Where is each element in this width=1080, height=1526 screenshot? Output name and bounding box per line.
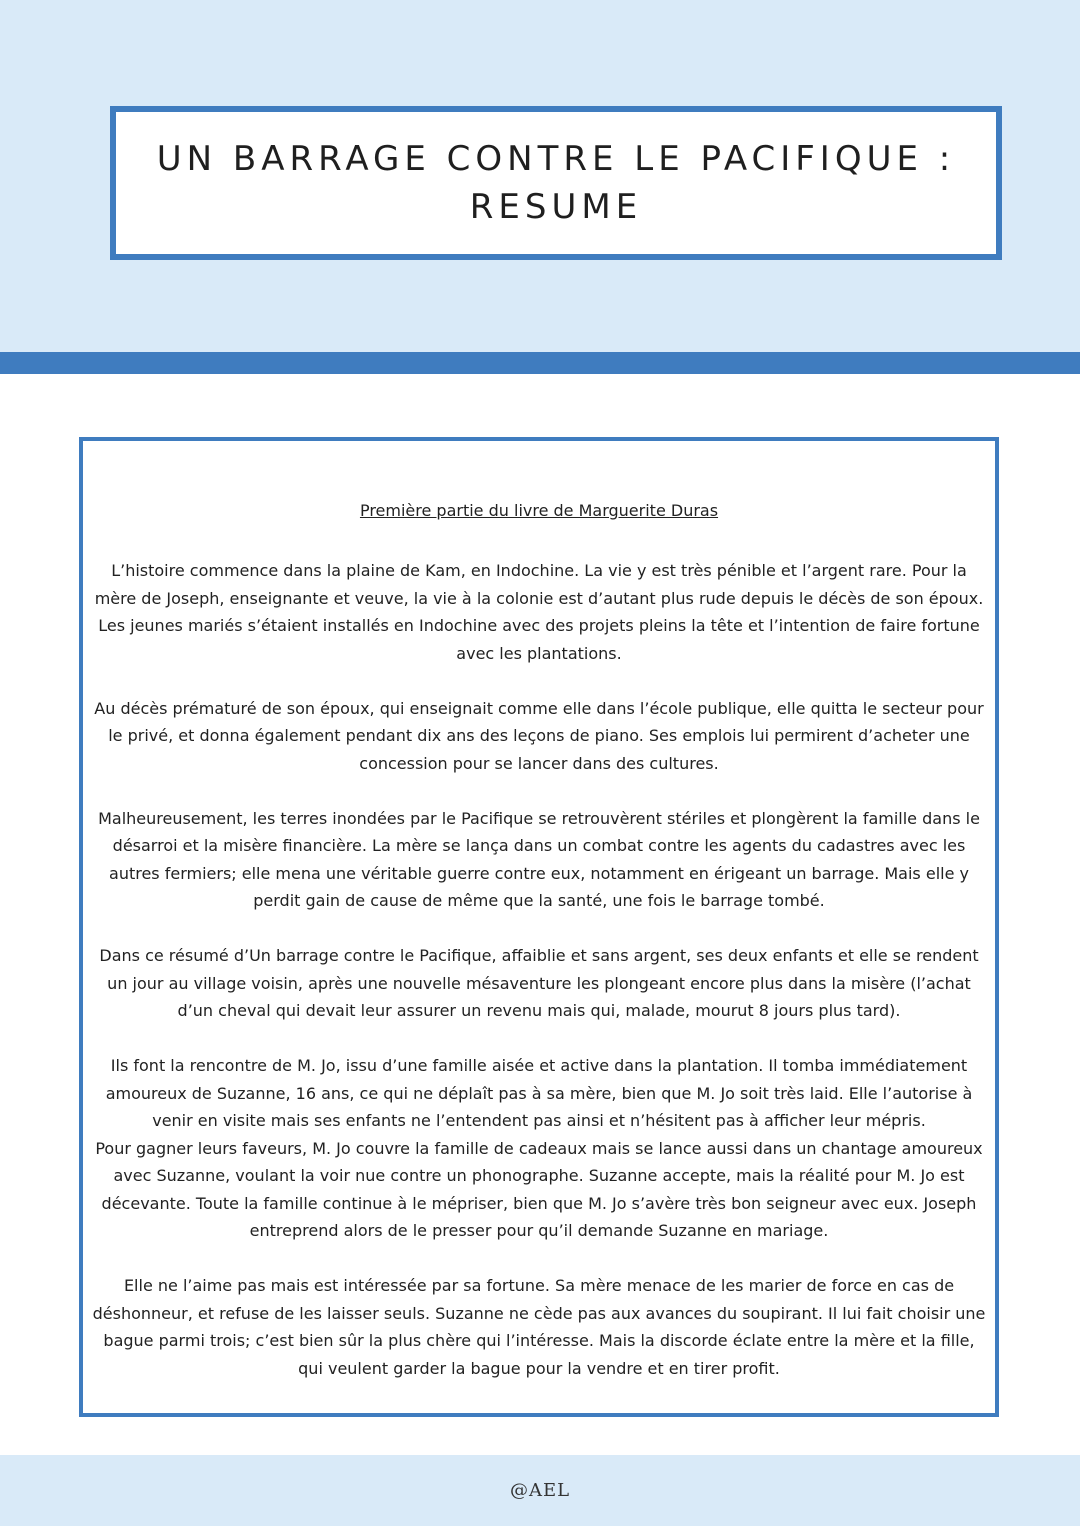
title-line-2: RESUME <box>469 187 643 227</box>
paragraph-5: Ils font la rencontre de M. Jo, issu d’une famille aisée et active dans la plantation. Il tomba immédiatement amoureux de Suzanne, 16 ans, ce qui ne déplaît pas à sa mère, bien que M. Jo soit très laid. Elle l’autorise à venir en visite mais ses enfants ne l’entendent pas ainsi et n’hésitent pas à afficher leur mépris. Pour gagner leurs faveurs, M. Jo couvre la famille de cadeaux mais se lance aussi dans un chantage amoureux avec Suzanne, voulant la voir nue contre un phonographe. Suzanne accepte, mais la réalité pour M. Jo est décevante. Toute la famille continue à le mépriser, bien que M. Jo s’avère très bon seigneur avec eux. Joseph entreprend alors de le presser pour qu’il demande Suzanne en mariage. <box>95 1056 983 1240</box>
content-box <box>79 437 999 1417</box>
paragraph-4: Dans ce résumé d’Un barrage contre le Pacifique, affaiblie et sans argent, ses deux enfants et elle se rendent un jour au village voisin, après une nouvelle mésaventure les plongeant encore plus dans la misère (l’achat d’un cheval qui devait leur assurer un revenu mais qui, malade, mourut 8 jours plus tard). <box>99 946 979 1020</box>
paragraph-2: Au décès prématuré de son époux, qui enseignait comme elle dans l’école publique, elle quitta le secteur pour le privé, et donna également pendant dix ans des leçons de piano. Ses emplois lui permirent d’acheter une concession pour se lancer dans des cultures. <box>94 698 984 773</box>
page-title <box>157 135 955 231</box>
paragraph-1: L’histoire commence dans la plaine de Kam, en Indochine. La vie y est très pénible et l’argent rare. Pour la mère de Joseph, enseignante et veuve, la vie à la colonie est d’autant plus rude depuis le décès de son époux. Les jeunes mariés s’étaient installés en Indochine avec des projets pleins la tête et l’intention de faire fortune avec les plantations. <box>94 561 984 663</box>
section-heading: Première partie du livre de Marguerite Duras <box>359 501 719 520</box>
paragraph-3: Malheureusement, les terres inondées par le Pacifique se retrouvèrent stériles et plongèrent la famille dans le désarroi et la misère financière. La mère se lança dans un combat contre les agents du cadastres avec les autres fermiers; elle mena une véritable guerre contre eux, notamment en érigeant un barrage. Mais elle y perdit gain de cause de même que la santé, une fois le barrage tombé. <box>98 808 980 910</box>
footer-band <box>0 1455 1080 1526</box>
paragraph-6: Elle ne l’aime pas mais est intéressée par sa fortune. Sa mère menace de les marier de force en cas de déshonneur, et refuse de les laisser seuls. Suzanne ne cède pas aux avances du soupirant. Il lui fait choisir une bague parmi trois; c’est bien sûr la plus chère qui l’intéresse. Mais la discorde éclate entre la mère et la fille, qui veulent garder la bague pour la vendre et en tirer profit. <box>92 1276 986 1378</box>
title-line-1: UN BARRAGE CONTRE LE PACIFIQUE : <box>156 139 956 179</box>
accent-bar <box>0 352 1080 374</box>
footer-author: @AEL <box>509 1480 571 1501</box>
title-box <box>110 106 1002 260</box>
